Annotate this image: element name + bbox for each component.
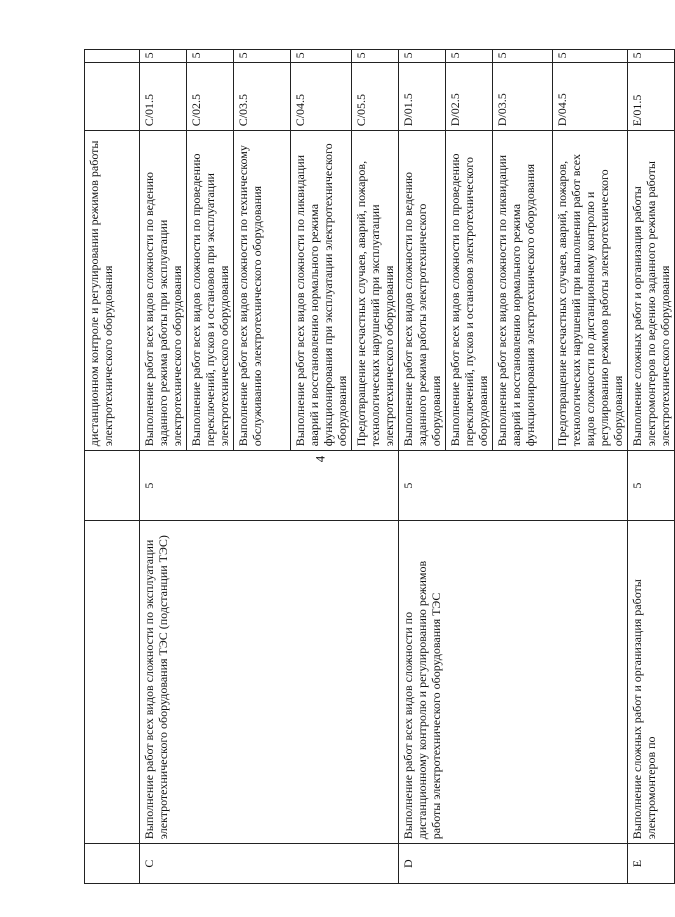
labor-function-level: 5 xyxy=(628,50,675,63)
table-row xyxy=(399,50,446,884)
labor-function-code: C/05.5 xyxy=(352,63,399,131)
labor-function-code: E/01.5 xyxy=(628,63,675,131)
labor-function-name: Выполнение работ всех видов сложности по ведению заданного режима работы при эксплуатации электротехнического оборудования xyxy=(140,131,187,451)
labor-function-level: 5 xyxy=(352,50,399,63)
labor-function-code: C/01.5 xyxy=(140,63,187,131)
labor-function-level: 5 xyxy=(187,50,234,63)
labor-function-name: Выполнение сложных работ и организация работы электромонтеров по ведению заданного режима работы электротехнического оборудования xyxy=(628,131,675,451)
labor-function-name: Выполнение работ всех видов сложности по техническому обслуживанию электротехнического оборудования xyxy=(234,131,291,451)
labor-function-name: Выполнение работ всех видов сложности по проведению переключений, пусков и остановов при эксплуатации электротехнического оборудования xyxy=(187,131,234,451)
labor-function-code xyxy=(85,63,140,131)
table-row xyxy=(85,50,140,884)
labor-function-name: Выполнение работ всех видов сложности по ведению заданного режима работы электротехнического оборудования xyxy=(399,131,446,451)
generalized-function-name: Выполнение сложных работ и организация работы электромонтеров по xyxy=(628,520,675,843)
labor-function-code: D/02.5 xyxy=(446,63,493,131)
labor-function-code: D/03.5 xyxy=(493,63,553,131)
functions-table xyxy=(84,49,675,884)
qualification-level: 5 xyxy=(628,451,675,521)
generalized-function-name: Выполнение работ всех видов сложности по дистанционному контролю и регулированию режимов работы электротехнического оборудования ТЭС xyxy=(399,520,628,843)
labor-function-name: Предотвращение несчастных случаев, аварий, пожаров, технологических нарушений при эксплуатации электротехнического оборудования xyxy=(352,131,399,451)
generalized-function-code xyxy=(85,844,140,884)
labor-function-name: Выполнение работ всех видов сложности по ликвидации аварий и восстановлению нормального режима функционирования при эксплуатации электротехнического оборудования xyxy=(291,131,352,451)
qualification-level: 5 xyxy=(399,451,628,521)
qualification-level xyxy=(85,451,140,521)
labor-function-name: дистанционном контроле и регулировании режимов работы электротехнического оборудования xyxy=(85,131,140,451)
labor-function-level: 5 xyxy=(291,50,352,63)
labor-function-code: D/04.5 xyxy=(553,63,628,131)
labor-function-level: 5 xyxy=(493,50,553,63)
rotated-page xyxy=(84,49,672,884)
generalized-function-code: D xyxy=(399,844,628,884)
labor-function-code: C/03.5 xyxy=(234,63,291,131)
qualification-level: 5 xyxy=(140,451,399,521)
labor-function-level: 5 xyxy=(399,50,446,63)
labor-function-code: D/01.5 xyxy=(399,63,446,131)
generalized-function-name xyxy=(85,520,140,843)
page-number: 4 xyxy=(312,455,328,463)
labor-function-level: 5 xyxy=(553,50,628,63)
labor-function-code: C/04.5 xyxy=(291,63,352,131)
labor-function-level xyxy=(85,50,140,63)
labor-function-level: 5 xyxy=(446,50,493,63)
generalized-function-code: C xyxy=(140,844,399,884)
table-row xyxy=(628,50,675,884)
labor-function-name: Выполнение работ всех видов сложности по проведению переключений, пусков и остановов электротехнического оборудования xyxy=(446,131,493,451)
labor-function-level: 5 xyxy=(140,50,187,63)
labor-function-code: C/02.5 xyxy=(187,63,234,131)
table-row xyxy=(140,50,187,884)
generalized-function-name: Выполнение работ всех видов сложности по эксплуатации электротехнического оборудования ТЭС (подстанции ТЭС) xyxy=(140,520,399,843)
labor-function-name: Выполнение работ всех видов сложности по ликвидации аварий и восстановлению нормального режима функционирования электротехнического оборудования xyxy=(493,131,553,451)
labor-function-name: Предотвращение несчастных случаев, аварий, пожаров, технологических нарушений при выполнении работ всех видов сложности по дистанционному контролю и регулированию режимов работы электротехнического оборудования xyxy=(553,131,628,451)
labor-function-level: 5 xyxy=(234,50,291,63)
generalized-function-code: E xyxy=(628,844,675,884)
